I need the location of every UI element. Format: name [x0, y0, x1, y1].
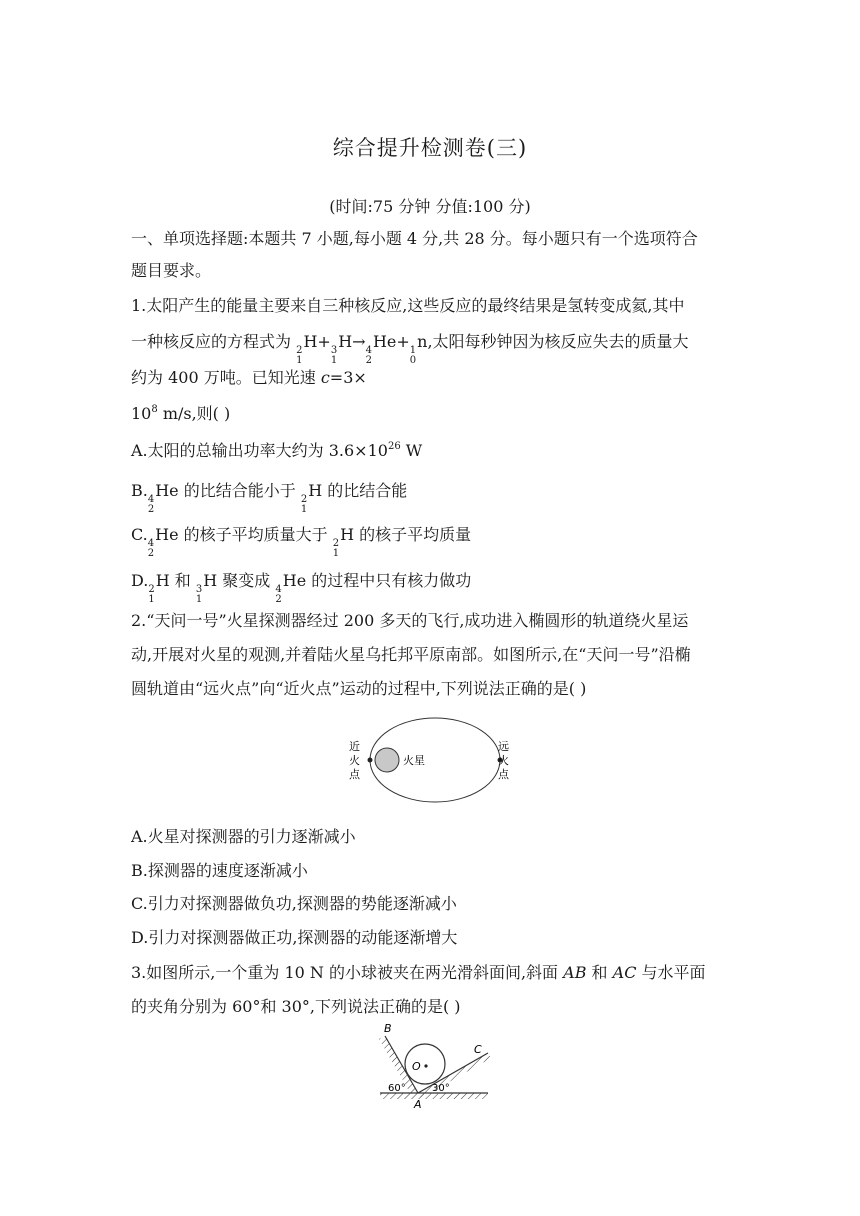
mars-orbit-figure: [340, 712, 530, 808]
q1-text: 一种核反应的方程式为: [131, 332, 297, 351]
angle-30-label: 30°: [432, 1083, 450, 1094]
q1-option-d: D. 2 1 H 和 3 1 H 聚变成 4 2 He 的过程中只有核力做功: [131, 571, 472, 605]
q1-stem-line4: $10^8$ m/s,则( ): [131, 404, 231, 423]
q3-stem-line1: 3.如图所示,一个重为 10 N 的小球被夹在两光滑斜面间,斜面 AB 和 AC 与水平面: [131, 963, 706, 982]
near-label-2: 火: [349, 754, 360, 767]
q2-stem-line3: 圆轨道由“远火点”向“近火点”运动的过程中,下列说法正确的是( ): [131, 679, 587, 698]
q2-option-b: B.探测器的速度逐渐减小: [131, 861, 308, 880]
isotope-index: 1 0: [409, 345, 417, 366]
light-speed-symbol: c: [320, 368, 330, 387]
q2-option-a: A.火星对探测器的引力逐渐减小: [131, 827, 356, 846]
isotope-index: 2 1: [296, 345, 303, 366]
q1-stem-line3: 约为 400 万吨。已知光速 c=3×: [131, 368, 367, 387]
q1-option-b: B. 4 2 He 的比结合能小于 2 1 H 的比结合能: [131, 481, 408, 515]
q2-stem-line1: 2.“天问一号”火星探测器经过 200 多天的飞行,成功进入椭圆形的轨道绕火星运: [131, 611, 689, 630]
nuclide-symbol: H: [303, 332, 318, 351]
far-label-3: 点: [498, 768, 509, 781]
isotope-index: 3 1: [330, 345, 338, 366]
ball: [405, 1044, 445, 1084]
label-o: O: [412, 1060, 421, 1073]
isotope-index: 4 2: [365, 345, 372, 366]
near-label-3: 点: [349, 768, 360, 781]
label-a: A: [414, 1098, 422, 1111]
mars-planet: [375, 748, 399, 772]
label-c: C: [474, 1043, 482, 1056]
incline-ac-label: AC: [612, 963, 637, 982]
q1-text: ,太阳每秒钟因为核反应失去的质量大: [427, 332, 689, 351]
q1-option-c: C. 4 2 He 的核子平均质量大于 2 1 H 的核子平均质量: [131, 525, 472, 559]
far-label-1: 远: [498, 740, 509, 753]
q1-stem-line1: 1.太阳产生的能量主要来自三种核反应,这些反应的最终结果是氢转变成氦,其中: [131, 296, 685, 315]
section-heading: 一、单项选择题:本题共 7 小题,每小题 4 分,共 28 分。每小题只有一个选项符合: [131, 229, 698, 248]
label-b: B: [384, 1022, 392, 1035]
exam-info: (时间:75 分钟 分值:100 分): [329, 197, 531, 216]
angle-60-label: 60°: [388, 1083, 406, 1094]
incline-ab-label: AB: [563, 963, 587, 982]
mars-label: 火星: [403, 754, 425, 767]
q1-stem-line2: 一种核反应的方程式为 2 1 H+ 3 1 H→ 4 2 He+ 1 0 n,太阳每秒钟因为核反应失去的质量大: [131, 332, 689, 366]
page-title: 综合提升检测卷(三): [332, 136, 528, 160]
section-heading-cont: 题目要求。: [131, 261, 212, 280]
q2-option-d: D.引力对探测器做正功,探测器的动能逐渐增大: [131, 928, 458, 947]
reaction-arrow: →: [352, 332, 366, 351]
q1-option-a: A.太阳的总输出功率大约为 $3.6\times 10^{26}$ W: [131, 441, 423, 460]
q2-option-c: C.引力对探测器做负功,探测器的势能逐渐减小: [131, 894, 457, 913]
near-label-1: 近: [349, 740, 360, 753]
ball-center-dot: [424, 1064, 427, 1067]
q2-stem-line2: 动,开展对火星的观测,并着陆火星乌托邦平原南部。如图所示,在“天问一号”沿椭: [131, 645, 691, 664]
far-label-2: 火: [498, 754, 509, 767]
q3-stem-line2: 的夹角分别为 60°和 30°,下列说法正确的是( ): [131, 997, 461, 1016]
near-point-dot: [368, 758, 373, 763]
incline-ball-figure: [370, 1020, 500, 1112]
